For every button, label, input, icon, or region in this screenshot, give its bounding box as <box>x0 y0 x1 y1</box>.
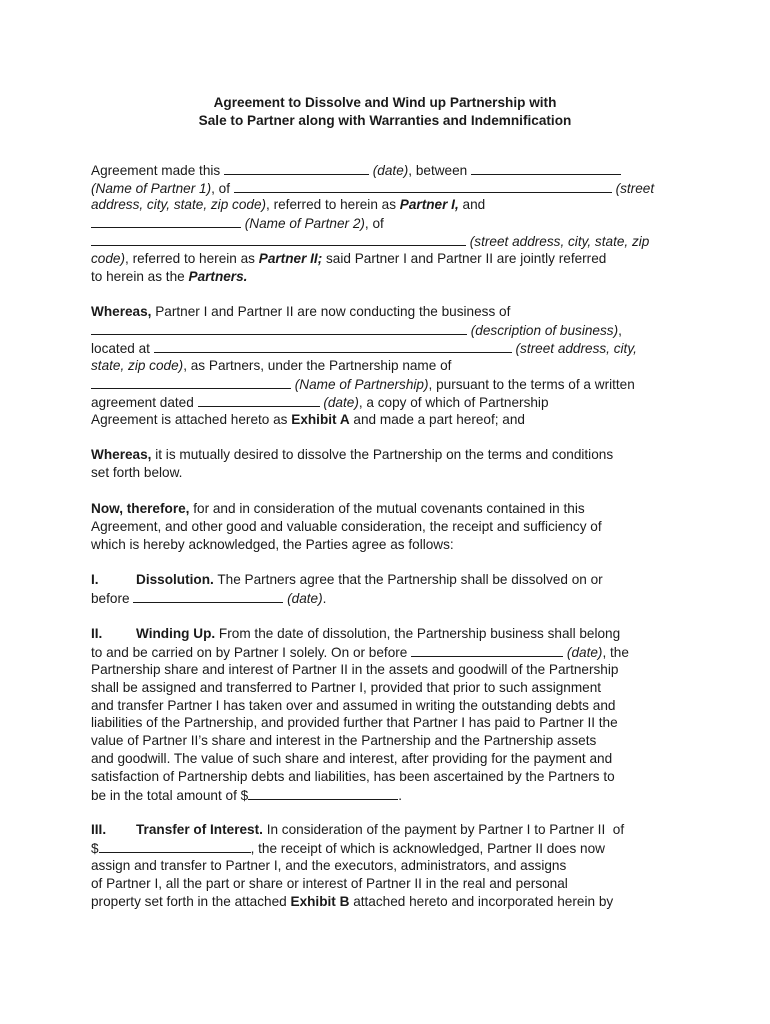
partnership-name-blank[interactable] <box>91 375 291 389</box>
section-2-line-10: be in the total amount of $ . <box>91 788 402 803</box>
business-description-blank[interactable] <box>91 321 467 335</box>
section-2-line-4: shall be assigned and transferred to Partner I, provided that prior to such assignment <box>91 680 602 695</box>
section-2-line-3: Partnership share and interest of Partner II in the assets and goodwill of the Partnership <box>91 662 619 677</box>
section-3-line-5: property set forth in the attached Exhibit B attached hereto and incorporated herein by <box>91 894 614 909</box>
whereas1-line-4: state, zip code), as Partners, under the Partnership name of <box>91 358 452 373</box>
business-address-blank[interactable] <box>154 339 512 353</box>
section-1-number: I. <box>91 572 99 587</box>
whereas2-line-1: Whereas, it is mutually desired to dissolve the Partnership on the terms and conditions <box>91 447 614 462</box>
whereas1-line-5: (Name of Partnership), pursuant to the terms of a written <box>91 375 635 394</box>
section-3-number: III. <box>91 822 107 837</box>
winding-up-date-blank[interactable] <box>411 643 563 657</box>
section-2-line-8: and goodwill. The value of such share and interest, after providing for the payment and <box>91 751 613 766</box>
section-3-line-4: of Partner I, all the part or share or interest of Partner II in the real and personal <box>91 876 568 891</box>
total-amount-blank[interactable] <box>248 786 398 800</box>
written-agreement-date-blank[interactable] <box>198 393 320 407</box>
section-1-line-1: I. Dissolution. The Partners agree that the Partnership shall be dissolved on or <box>91 572 603 587</box>
intro-line-7: to herein as the Partners. <box>91 269 248 284</box>
section-3-line-2: $ , the receipt of which is acknowledged, Partner II does now <box>91 841 605 856</box>
section-1-line-2: before (date). <box>91 591 327 606</box>
document-title-line-2: Sale to Partner along with Warranties and Indemnification <box>198 113 572 128</box>
section-2-line-5: and transfer Partner I has taken over and assumed in writing the outstanding debts and <box>91 698 616 713</box>
section-2-line-2: to and be carried on by Partner I solely. On or before (date), the <box>91 645 629 660</box>
whereas1-line-3: located at (street address, city, <box>91 341 637 356</box>
partner2-name-blank[interactable] <box>91 214 241 228</box>
section-2-line-6: liabilities of the Partnership, and provided further that Partner I has paid to Partner II the <box>91 715 618 730</box>
now-therefore-line-1: Now, therefore, for and in consideration of the mutual covenants contained in this <box>91 501 585 516</box>
partner1-name-blank[interactable] <box>471 161 621 175</box>
section-2-number: II. <box>91 626 103 641</box>
document-title-line-1: Agreement to Dissolve and Wind up Partnership with <box>213 95 557 110</box>
payment-amount-blank[interactable] <box>99 839 251 853</box>
dissolution-date-blank[interactable] <box>133 589 283 603</box>
section-2-line-1: II. Winding Up. From the date of dissolution, the Partnership business shall belong <box>91 626 621 641</box>
intro-line-4: (Name of Partner 2), of <box>91 214 384 233</box>
whereas1-line-7: Agreement is attached hereto as Exhibit A and made a part hereof; and <box>91 412 525 427</box>
agreement-date-blank[interactable] <box>224 161 369 175</box>
now-therefore-line-2: Agreement, and other good and valuable consideration, the receipt and sufficiency of <box>91 519 602 534</box>
intro-line-5: (street address, city, state, zip <box>91 232 649 251</box>
whereas2-line-2: set forth below. <box>91 465 183 480</box>
intro-line-3: address, city, state, zip code), referred to herein as Partner I, and <box>91 197 486 212</box>
intro-line-2: (Name of Partner 1), of (street <box>91 181 655 196</box>
section-2-line-7: value of Partner II’s share and interest in the Partnership and the Partnership assets <box>91 733 597 748</box>
section-3-line-3: assign and transfer to Partner I, and the executors, administrators, and assigns <box>91 858 567 873</box>
section-3-line-1: III. Transfer of Interest. In consideration of the payment by Partner I to Partner II of <box>91 822 625 837</box>
intro-line-1: Agreement made this (date), between <box>91 161 621 180</box>
intro-line-6: code), referred to herein as Partner II; said Partner I and Partner II are jointly referred <box>91 251 607 266</box>
whereas1-line-2: (description of business), <box>91 321 622 340</box>
partner2-address-blank[interactable] <box>91 232 466 246</box>
whereas1-line-6: agreement dated (date), a copy of which of Partnership <box>91 395 549 410</box>
now-therefore-line-3: which is hereby acknowledged, the Parties agree as follows: <box>91 537 454 552</box>
partner1-address-blank[interactable] <box>234 179 612 193</box>
whereas1-line-1: Whereas, Partner I and Partner II are now conducting the business of <box>91 304 511 319</box>
section-2-line-9: satisfaction of Partnership debts and liabilities, has been ascertained by the Partners to <box>91 769 615 784</box>
